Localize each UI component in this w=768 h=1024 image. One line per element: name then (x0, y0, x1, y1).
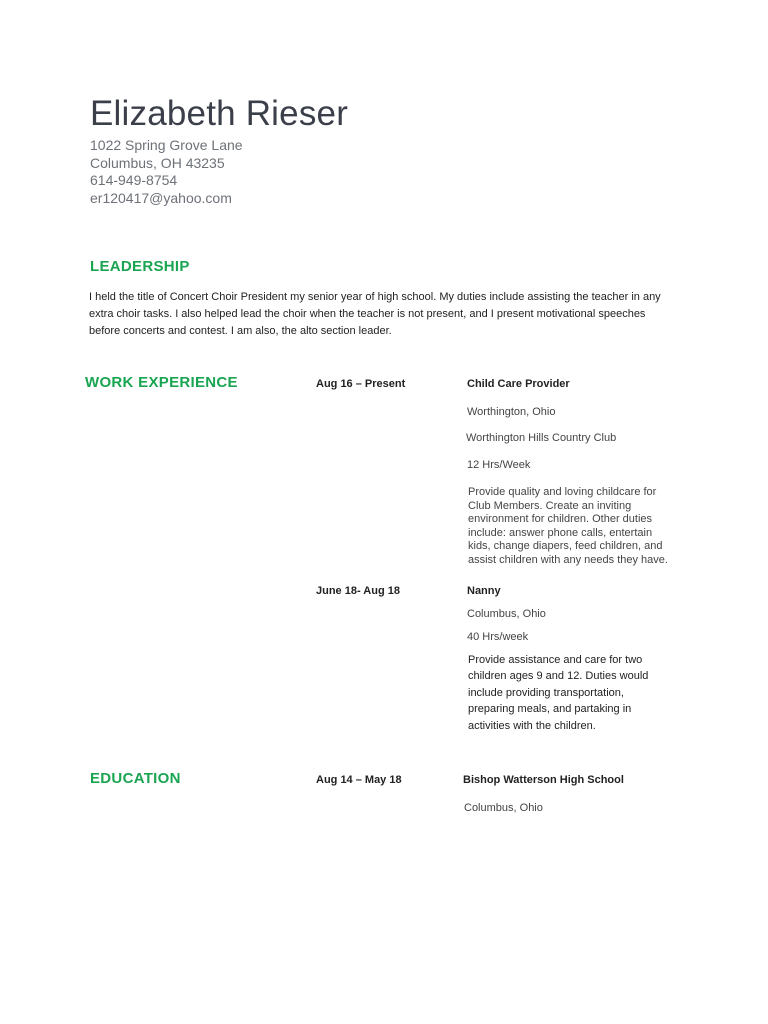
job-description-line: include providing transportation, (468, 686, 624, 699)
job-dates: June 18- Aug 18 (316, 585, 400, 597)
address-line-2: Columbus, OH 43235 (90, 154, 225, 171)
resume-name: Elizabeth Rieser (90, 94, 349, 133)
email-address: er120417@yahoo.com (90, 189, 232, 206)
school-name: Bishop Watterson High School (463, 774, 624, 786)
phone-number: 614-949-8754 (90, 172, 178, 188)
job-description (468, 486, 708, 568)
job-description-line: kids, change diapers, feed children, and (468, 540, 663, 553)
job-hours: 40 Hrs/week (467, 631, 529, 643)
school-location: Columbus, Ohio (464, 802, 543, 814)
job-description-line: assist children with any needs they have. (468, 553, 668, 566)
education-dates: Aug 14 – May 18 (316, 774, 402, 786)
job-description-line: Club Members. Create an inviting (468, 499, 632, 512)
job-description-line: Provide quality and loving childcare for (468, 486, 657, 498)
contact-block (90, 137, 243, 207)
education-heading: EDUCATION (90, 770, 181, 787)
job-description-line: preparing meals, and partaking in (468, 703, 632, 716)
work-experience-heading: WORK EXPERIENCE (85, 374, 238, 391)
job-dates: Aug 16 – Present (316, 378, 406, 390)
address-line-1: 1022 Spring Grove Lane (90, 137, 243, 153)
job-employer: Worthington Hills Country Club (466, 432, 617, 444)
job-description (468, 652, 668, 734)
job-title: Nanny (467, 585, 501, 597)
leadership-line: extra choir tasks. I also helped lead the choir when the teacher is not present, and I present motivational speeches (89, 308, 646, 320)
leadership-heading: LEADERSHIP (90, 258, 190, 275)
job-location: Worthington, Ohio (467, 406, 556, 418)
leadership-line: before concerts and contest. I am also, the alto section leader. (89, 325, 392, 337)
leadership-line: I held the title of Concert Choir President my senior year of high school. My duties include assisting the teacher in any (89, 291, 661, 303)
job-description-line: activities with the children. (468, 719, 596, 732)
job-description-line: environment for children. Other duties (468, 513, 653, 526)
job-location: Columbus, Ohio (467, 608, 546, 620)
job-hours: 12 Hrs/Week (467, 459, 531, 471)
job-description-line: children ages 9 and 12. Duties would (468, 670, 649, 683)
job-description-line: include: answer phone calls, entertain (468, 526, 653, 539)
job-description-line: Provide assistance and care for two (468, 654, 643, 666)
job-title: Child Care Provider (467, 378, 570, 390)
leadership-description (89, 289, 689, 340)
